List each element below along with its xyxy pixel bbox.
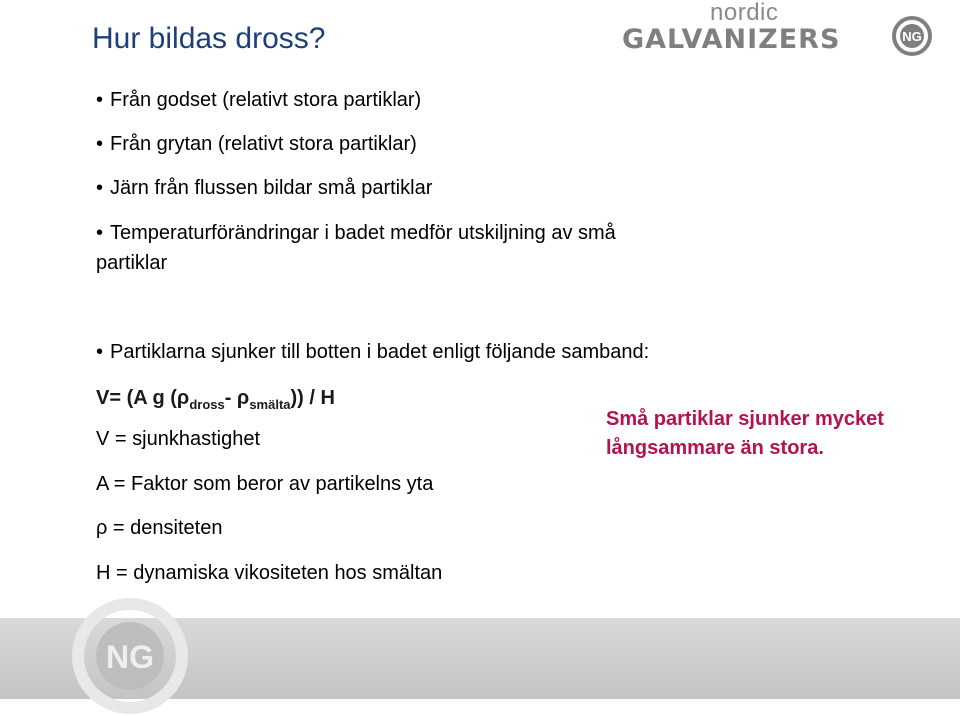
bullet-item-4-continuation: partiklar — [96, 252, 168, 274]
bullet-text-2: Från grytan (relativt stora partiklar) — [110, 133, 417, 155]
formula-part-1: V= (A g (ρ — [96, 387, 190, 409]
formula-part-2: - ρ — [224, 387, 250, 409]
formula-sub-dross: dross — [189, 397, 225, 412]
bullet-item-3 — [96, 177, 432, 200]
bullet-dot: • — [96, 177, 104, 199]
definition-v: V = sjunkhastighet — [96, 428, 260, 450]
bullet-dot: • — [96, 133, 104, 155]
bullet-text-5: Partiklarna sjunker till botten i badet enligt följande samband: — [110, 341, 650, 363]
bullet-dot: • — [96, 222, 104, 244]
logo-line-galvanizers: GALVANIZERS — [622, 24, 841, 55]
bullet-dot: • — [96, 341, 104, 363]
bullet-text-1: Från godset (relativt stora partiklar) — [110, 89, 422, 111]
bullet-item-4 — [96, 222, 616, 245]
formula-part-3: )) / H — [290, 387, 335, 409]
bullet-item-5 — [96, 341, 649, 364]
bullet-dot: • — [96, 89, 104, 111]
logo-mark-text: NG — [902, 29, 922, 44]
callout-note: Små partiklar sjunker mycket långsammare än stora. — [606, 408, 884, 459]
nordic-galvanizers-logo — [622, 0, 942, 62]
bullet-text-4: Temperaturförändringar i badet medför utskiljning av små — [110, 222, 616, 244]
bullet-item-2 — [96, 133, 417, 156]
definition-rho: ρ = densiteten — [96, 517, 223, 539]
ng-watermark-icon — [70, 596, 190, 716]
definition-h: H = dynamiska vikositeten hos smältan — [96, 562, 443, 584]
ng-logo-icon — [892, 16, 932, 56]
watermark-mark-text: NG — [106, 639, 154, 675]
logo-line-nordic: nordic — [710, 0, 779, 26]
slide-title: Hur bildas dross? — [92, 22, 326, 55]
sinking-velocity-formula — [96, 387, 335, 412]
bullet-text-3: Järn från flussen bildar små partiklar — [110, 177, 433, 199]
bullet-item-1 — [96, 89, 421, 112]
definition-a: A = Faktor som beror av partikelns yta — [96, 473, 434, 495]
formula-sub-smalta: smälta — [249, 397, 291, 412]
